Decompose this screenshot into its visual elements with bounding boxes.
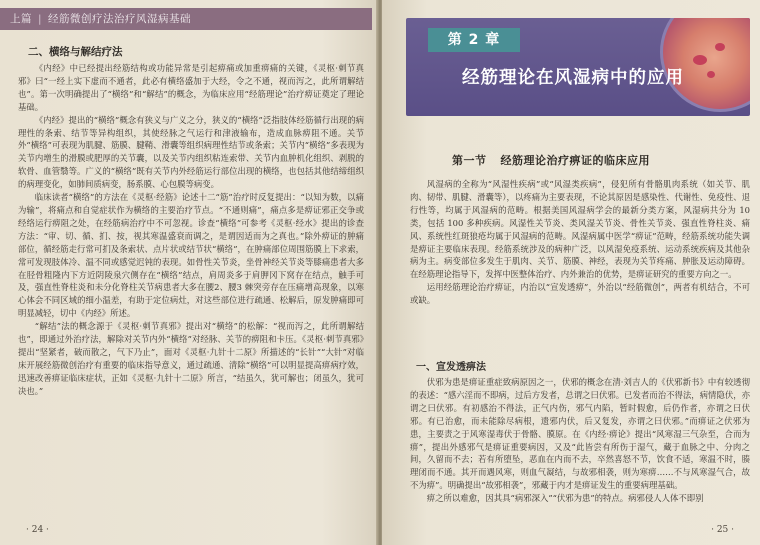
left-page — [0, 0, 378, 545]
running-head — [0, 8, 372, 30]
page-number: · 24 · — [26, 525, 49, 535]
running-head-book-title: 经筋微创疗法治疗风湿病基础 — [48, 13, 192, 25]
paragraph: 《内经》中已经提出经筋结构或功能异常是引起痹痛或加重痹痛的关键，《灵枢·刺节真邪》曰“一经上实下虚而不通者，此必有横络盛加于大经，令之不通，视而泻之，此所谓解结也”。第一次明确提出了“横络”和“解结”的概念，为临床应用“经筋理论”治疗痹证奠定了理论基础。 — [18, 63, 364, 112]
section-heading — [452, 152, 650, 168]
right-page — [382, 0, 760, 545]
paragraph: 痹之所以难愈，因其具“病邪深入”“伏邪为患”的特点。病邪侵人人体不即别 — [426, 493, 704, 504]
right-body-text-2 — [410, 376, 750, 505]
paragraph: 《内经》提出的“横络”概念有狭义与广义之分，狭义的“横络”泛指肢体经筋循行出现的病理性的条索、结节等异构组织，其使经脉之气运行和津液输布，造成血脉痹阻不通。关节外“横络”可表现为肌腱、筋膜、腱鞘、滑囊等组织病理性结节或条索；关节内“横络”多表现为关节内增生的滑膜或肥厚的关节囊，以及关节内组织粘连索带、关节内血肿机化组织、剥脱的软骨、血管翳等。广义的“横络”既有关节内外经筋运行部位出现的横络，也包括其他结缔组织的病理变化，如肺间质病变，肠系膜、心包膜等病变。 — [18, 114, 364, 190]
section-number: 第一节 — [452, 154, 487, 167]
right-body-text-1 — [410, 178, 750, 307]
chapter-banner — [406, 18, 750, 116]
subsection-title: 一、宣发透痹法 — [416, 362, 486, 373]
paragraph: “解结”法的概念源于《灵枢·刺节真邪》提出对“横络”的松解：“视而泻之，此所谓解结也”，即通过外治疗法，解除对关节内外“横络”对经脉、关节的痹阻和卡压。《灵枢·刺节真邪》提出“坚紧者，破而散之，气下乃止”，面对《灵枢·九针十二原》所描述的“长针”“大针”对临床开展经筋微创治疗有重要的临床指导意义，通过疏通、清除“横络”可以明显提高痹病疗效，迅速改善痹证临床症状，正如《灵枢·九针十二原》所言，“结虽久，犹可解也；闭虽久，犹可决也。” — [18, 321, 364, 396]
running-head-part: 上篇 — [10, 13, 32, 25]
chapter-title: 经筋理论在风湿病中的应用 — [462, 68, 684, 88]
chapter-number: 第 2 章 — [428, 28, 520, 52]
paragraph: 风湿病的全称为“风湿性疾病”或“风湿类疾病”，侵犯所有骨骼肌肉系统（如关节、肌肉、韧带、肌腱、滑囊等），以疼痛为主要表现，不论其原因是感染性、代谢性、免疫性、退行性等，均属于风湿病的范畴。根据美国风湿病学会的最新分类方案，风湿病共分为 10 类，包括 100 多种疾病。风湿性关节炎、类风湿关节炎、骨性关节炎、强直性脊柱炎、痛风、系统性红斑狼疮均属于风湿病的范畴。风湿病属中医学“痹证”范畴，经筋系统功能失调是痹证主要临床表现。经筋系统涉及的病种广泛，以风湿免疫系统、运动系统疾病及其他杂病为主。病变部位多发生于肌肉、关节、筋膜、神经，表现为关节疼痛、肿胀及运动障碍。在经筋理论指导下，发挥中医整体治疗、内外兼治的优势，是痹证研究的重要方向之一。 — [410, 179, 750, 280]
paragraph: 伏邪为患是痹证重症致病原因之一，伏邪的概念在清·刘吉人的《伏邪新书》中有较透彻的表述：“感六淫而不即病，过后方发者，总谓之曰伏邪。已发者而治不得法，病情隐伏，亦谓之曰伏邪。有初感治不得法，正气内伤，邪气内陷，暂时假愈，后仍作者，亦谓之曰伏邪。有已治愈，而未能除尽病根，遗邪内伏，后又复发，亦谓之曰伏邪。”而痹证之伏邪为患，主要责之于风寒湿毒伏于骨骼、膜原。在《内经·痹论》提出“风寒湿三气杂至，合而为痹”，提出外感邪气是痹证重要病因，又及“此皆尝有所伤于湿气，藏于血脉之中、分肉之间，久留而不去；若有所堕坠，恶血在内而不去，卒然喜怒不节，饮食不适，寒温不时，腠理闭而不通。其开而遇风寒，则血气凝结，与故邪相袭，则为寒痹……不与风寒湿气合，故不为痹”。明确提出“故邪相袭”，邪藏于内才是痹证发生的重要病理基础。 — [410, 377, 750, 491]
running-head-separator: | — [38, 13, 43, 25]
paragraph: 运用经筋理论治疗痹证，内治以“宣发透痹”，外治以“经筋微创”，两者有机结合，不可或缺。 — [410, 282, 750, 306]
section-title: 经筋理论治疗痹证的临床应用 — [500, 154, 650, 167]
page-number: · 25 · — [711, 525, 734, 535]
left-body-text — [18, 62, 364, 398]
section-title: 二、横络与解结疗法 — [28, 46, 123, 58]
paragraph: 临床读者“横络”的方法在《灵枢·经筋》论述十二“筋”治疗时反复提出：“以知为数，以痛为输”，将痛点和自觉症状作为横络的主要治疗节点。“不通则痛”，痛点多是痹证邪正交争或经络运行痹阻之处，在经筋病治疗中不可忽视。诊查“横络”可参考《灵枢·经水》提出的诊查方法：“审、切、循、扪、按，视其寒温盛衰而调之，是谓因适而为之真也。”除外痹证的肿痛部位，循经筋走行常可扪及条索状、点片状或结节状“横络”，在肿痛部位周围筋膜上下求索，常可发现肢体冷、温不同或感觉迟钝的表现。如骨性关节炎，坐骨神经关节炎等膝痛患者大多在胫骨粗隆内下方近阴陵泉穴侧存在“横络”结点，肩周炎多于肩胛冈下窝存在结点，触手可及，强直性脊柱炎和未分化脊柱关节病患者大多在腰2、腰3 棘突旁存在压痛增高现象，以寒心体会不同区域的细小温差，有助于定位病灶，对这些部位进行疏通、松解后，原发肿痛即可明显减轻，切中《内经》所述。 — [18, 192, 364, 319]
